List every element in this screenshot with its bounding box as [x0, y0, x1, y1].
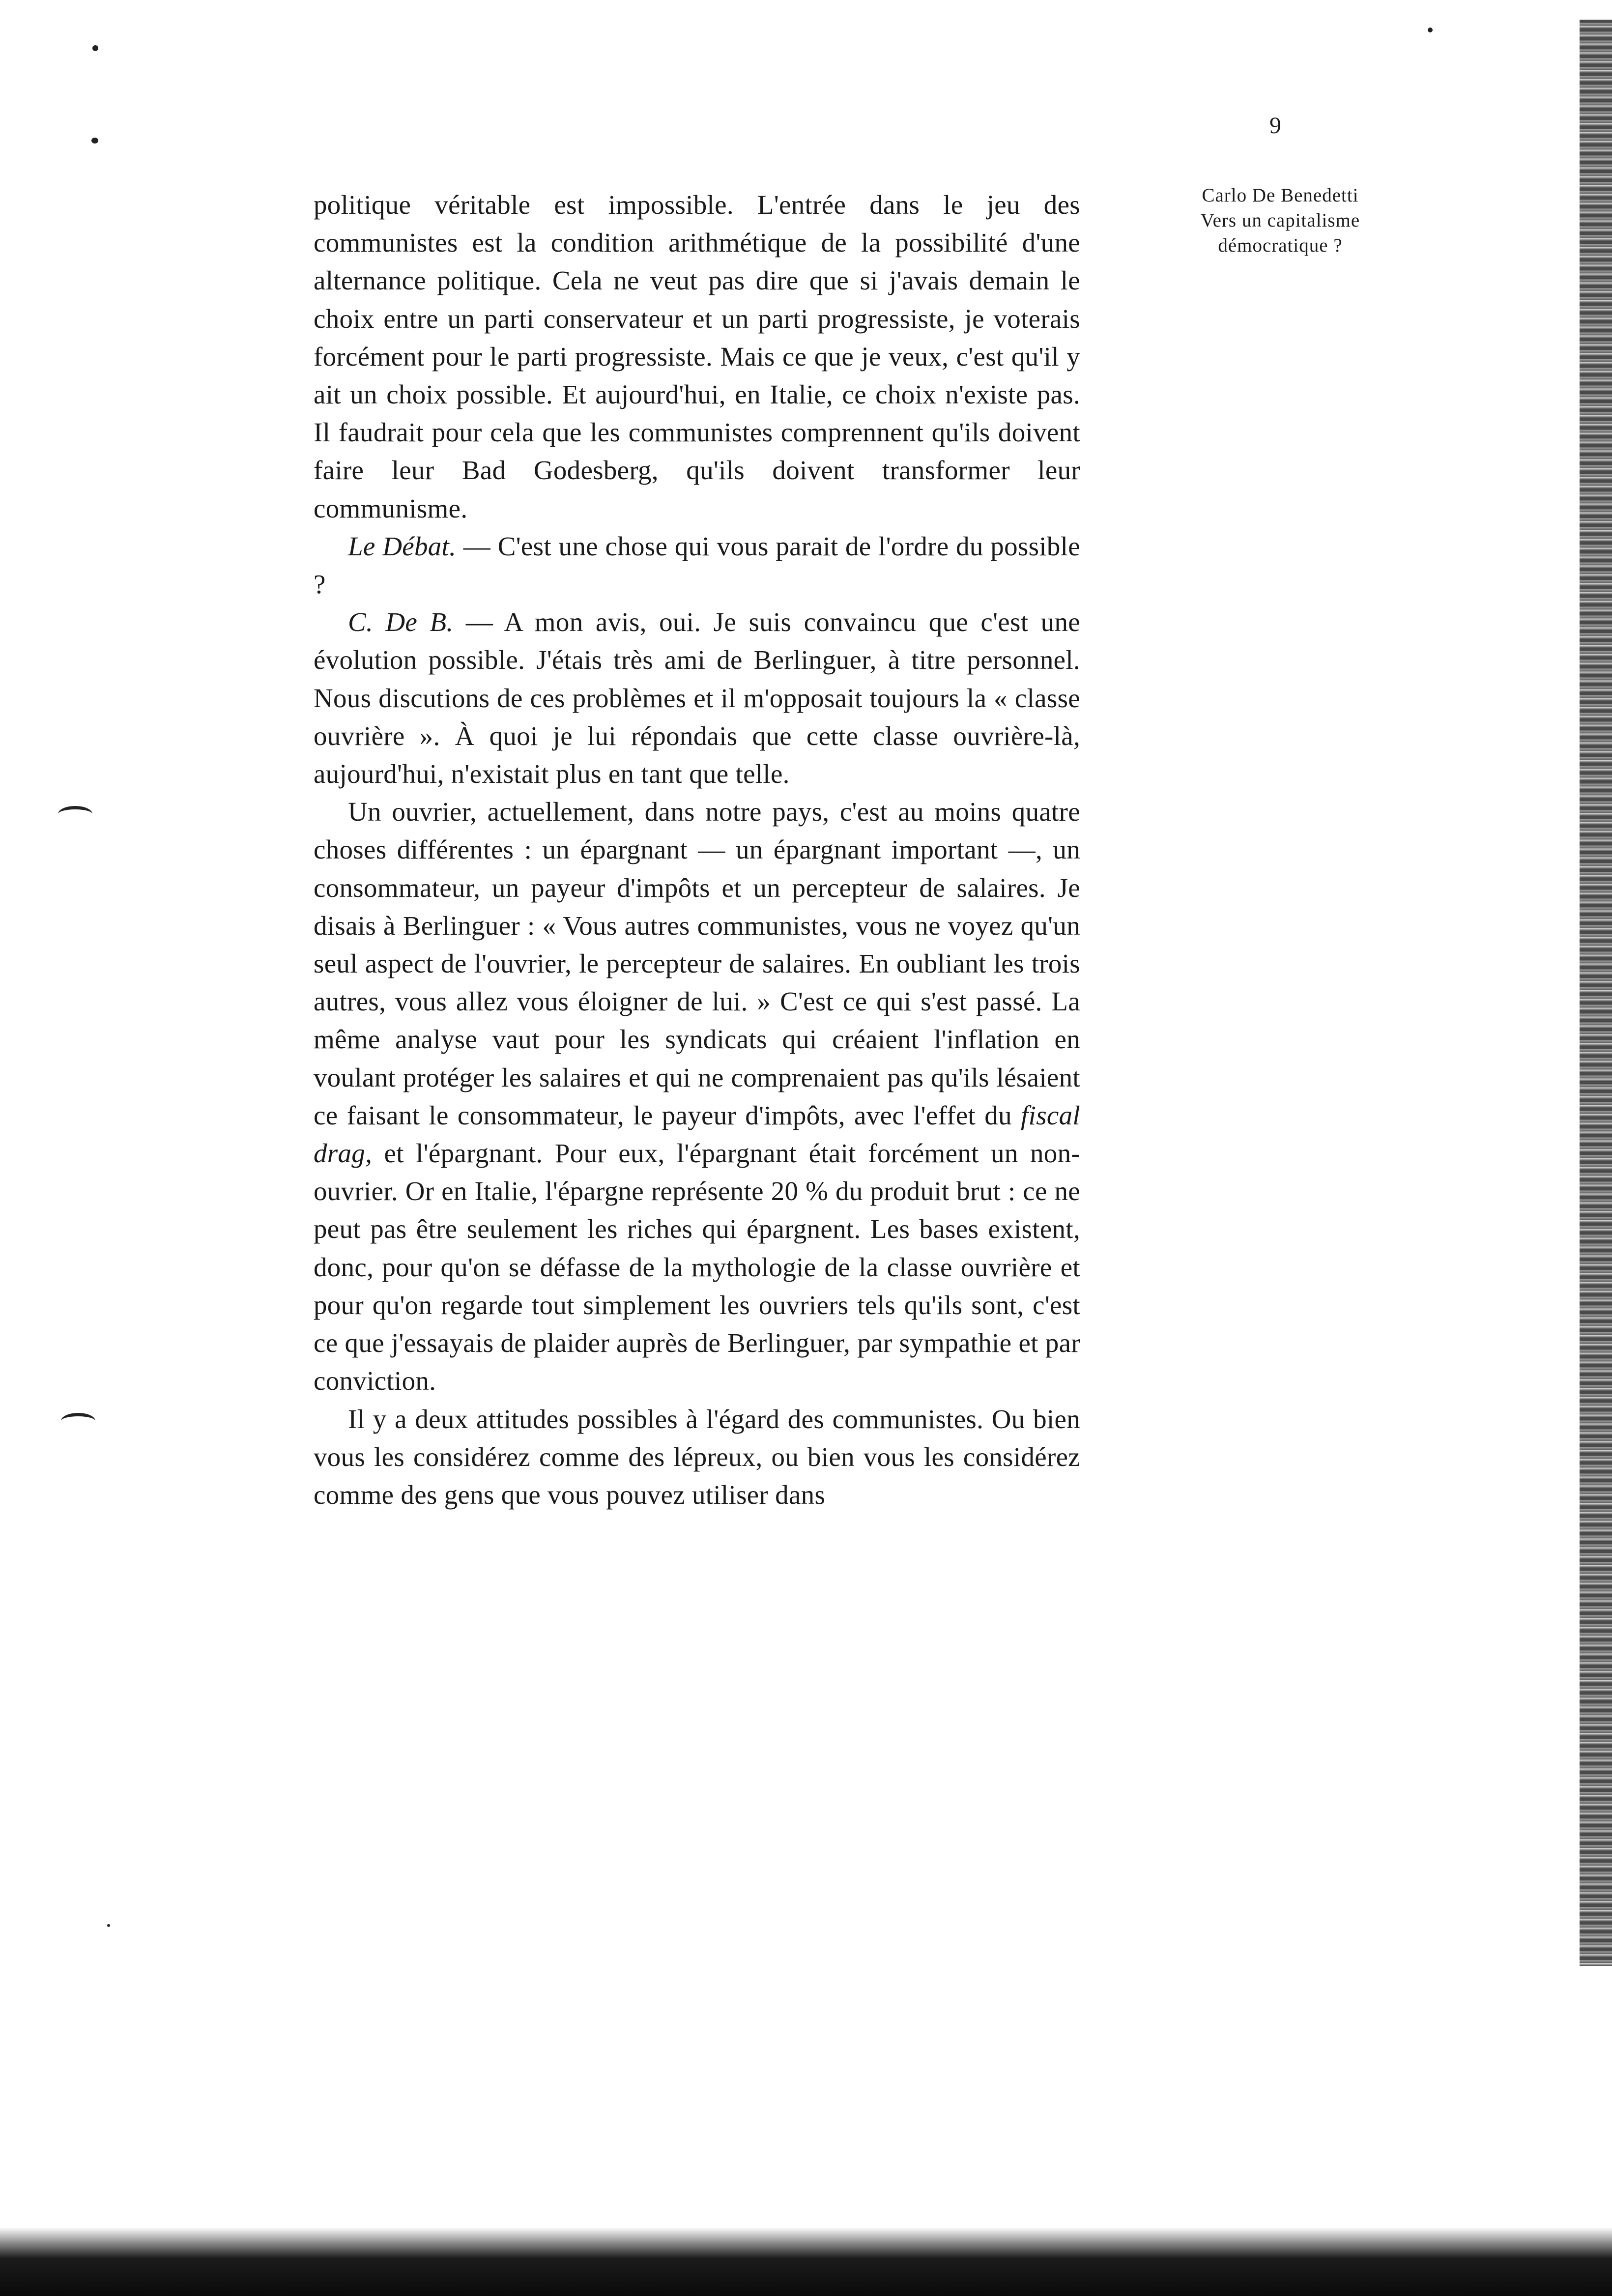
article-body [314, 186, 1080, 1514]
paragraph-text: — A mon avis, oui. Je suis convaincu que c'est une évolution possible. J'étais très ami de Berlinguer, à titre personnel. Nous discutions de ces problèmes et il m'opposait toujours la « classe ouvrière ». À quoi je lui répondais que cette classe ouvrière-là, aujourd'hui, n'existait plus en tant que telle. [314, 607, 1080, 789]
scan-bottom-shadow [0, 2227, 1612, 2296]
speaker-label: Le Débat. [348, 531, 457, 561]
scan-speck [92, 45, 98, 51]
scan-speck [107, 1924, 110, 1927]
paragraph [314, 603, 1080, 793]
paragraph: politique véritable est impossible. L'entrée dans le jeu des communistes est la condition arithmétique de la possibilité d'une alternance politique. Cela ne veut pas dire que si j'avais demain le choix entre un parti conservateur et un parti progressiste, je voterais forcément pour le parti progressiste. Mais ce que je veux, c'est qu'il y ait un choix possible. Et aujourd'hui, en Italie, ce choix n'existe pas. Il faudrait pour cela que les communistes comprennent qu'ils doivent faire leur Bad Godesberg, qu'ils doivent transformer leur communisme. [314, 190, 1080, 523]
running-header-title: Vers un capitalisme [1200, 210, 1360, 231]
scan-edge-shadow [1580, 20, 1612, 1966]
paragraph: Il y a deux attitudes possibles à l'égard des communistes. Ou bien vous les considérez comme des lépreux, ou bien vous les considérez comme des gens que vous pouvez utiliser dans [314, 1404, 1080, 1510]
paragraph [314, 527, 1080, 603]
paragraph [314, 793, 1080, 1400]
running-header [1160, 183, 1401, 258]
speaker-label: C. De B. [348, 607, 454, 637]
punch-hole-mark [58, 806, 92, 822]
paragraph-text: — C'est une chose qui vous parait de l'ordre du possible ? [314, 531, 1080, 600]
punch-hole-mark [61, 1413, 95, 1429]
running-header-author: Carlo De Benedetti [1202, 185, 1359, 206]
paragraph-text: et l'épargnant. Pour eux, l'épargnant était forcément un non-ouvrier. Or en Italie, l'épargne représente 20 % du produit brut : ce ne peut pas être seulement les riches qui épargnent. Les bases existent, donc, pour qu'on se défasse de la mythologie de la classe ouvrière et pour qu'on regarde tout simplement les ouvriers tels qu'ils sont, c'est ce que j'essayais de plaider auprès de Berlinguer, par sympathie et par conviction. [314, 1138, 1080, 1396]
paragraph-text: Un ouvrier, actuellement, dans notre pays, c'est au moins quatre choses différentes : un épargnant — un épargnant important —, un consommateur, un payeur d'impôts et un percepteur de salaires. Je disais à Berlinguer : « Vous autres communistes, vous ne voyez qu'un seul aspect de l'ouvrier, le percepteur de salaires. En oubliant les trois autres, vous allez vous éloigner de lui. » C'est ce qui s'est passé. La même analyse vaut pour les syndicats qui créaient l'inflation en voulant protéger les salaires et qui ne comprenaient pas qu'ils lésaient ce faisant le consommateur, le payeur d'impôts, avec l'effet du [314, 797, 1080, 1130]
running-header-title-cont: démocratique ? [1218, 235, 1343, 256]
italic-term: fiscal drag, [314, 1100, 1080, 1169]
scan-speck [91, 138, 98, 144]
scan-speck [1428, 28, 1433, 32]
page-number: 9 [1269, 113, 1281, 139]
